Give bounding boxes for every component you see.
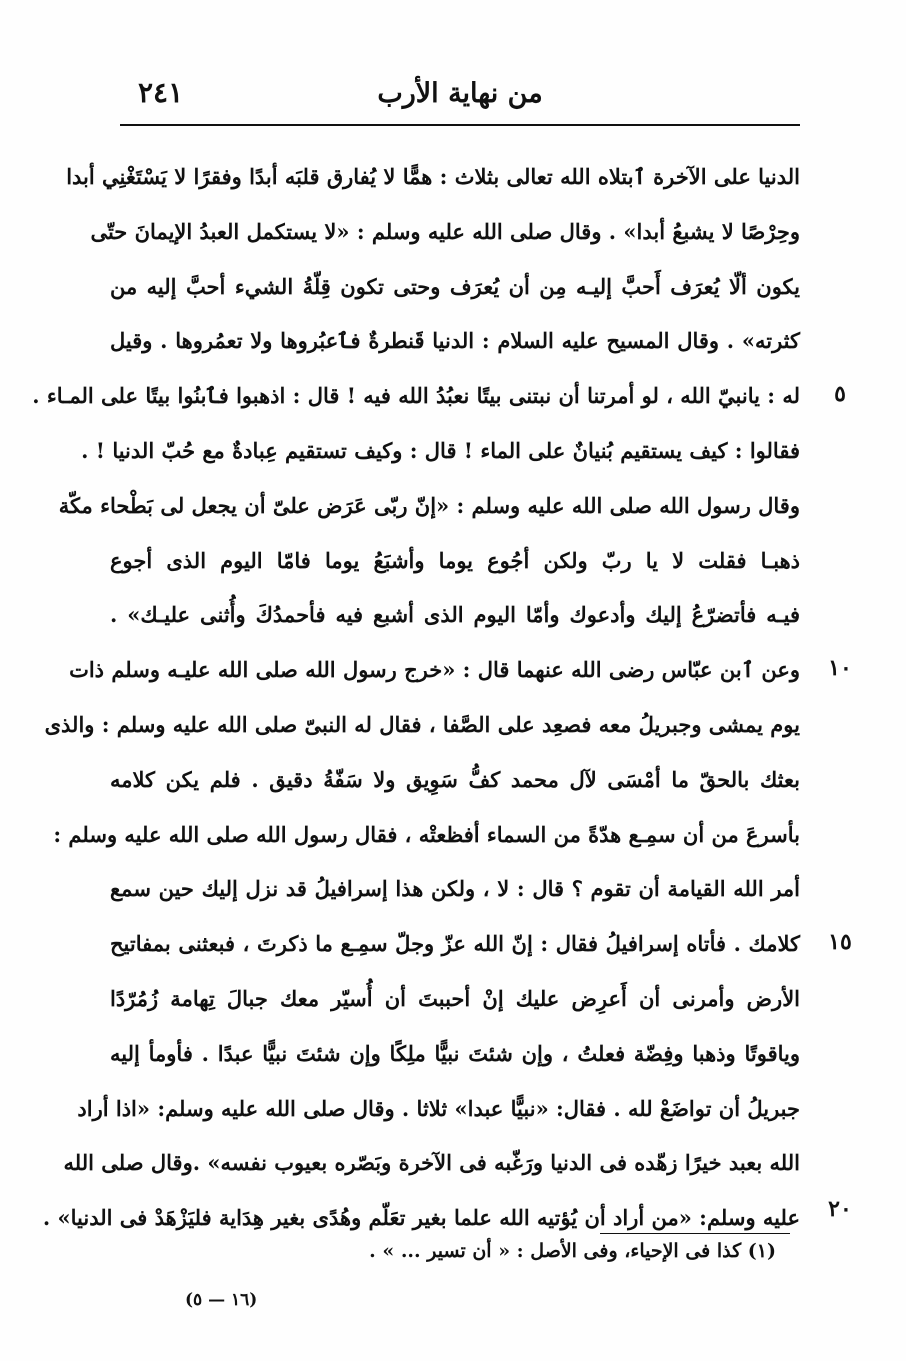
text-line: كلامك . فأتاه إسرافيلُ فقال : إنّ الله عزّ وجلّ سمِـع ما ذكرتَ ، فبعثنى بمفاتيح — [110, 931, 800, 957]
line-number-5: ٥ — [834, 381, 846, 407]
page-header — [120, 72, 800, 122]
text-line: الدنيا على الآخرة ٱبتلاه الله تعالى بثلاث : همًّا لا يُفارق قلبَه أبدًا وفقرًا لا يَسْتَغْنِي أبدا — [66, 164, 800, 189]
text-line: الله بعبد خيرًا زهّده فى الدنيا ورَغّبه فى الآخرة وبَصّره بعيوب نفسه» .وقال صلى الله — [63, 1150, 800, 1176]
header-rule — [120, 124, 800, 126]
text-line: كثرته» . وقال المسيح عليه السلام : الدنيا قَنطرةٌ فٱعبُروها ولا تعمُروها . وقيل — [110, 328, 800, 354]
text-line: وقال رسول الله صلى الله عليه وسلم : «إنّ ربّى عَرَض علىّ أن يجعل لى بَطْحاء مكّة — [58, 492, 800, 518]
main-text — [32, 150, 800, 1246]
text-line: وعن ٱبن عبّاس رضى الله عنهما قال : «خرج رسول الله صلى الله عليـه وسلم ذات — [69, 657, 800, 683]
text-line: أمر الله القيامة أن تقوم ؟ قال : لا ، ولكن هذا إسرافيلُ قد نزل إليك حين سمع — [110, 876, 800, 902]
line-number-10: ١٠ — [828, 655, 852, 681]
page-number: ٢٤١ — [138, 76, 184, 109]
text-line: يوم يمشى وجبريلُ معه فصعِد على الصَّفا ، فقال له النبىّ صلى الله عليه وسلم : والذى — [44, 711, 800, 737]
text-line: وحِرْصًا لا يشبعُ أبدا» . وقال صلى الله عليه وسلم : «لا يستكمل العبدُ الإيمانَ حتّى — [90, 218, 800, 244]
text-line: بعثك بالحقّ ما أمْسَى لآل محمد كفُّ سَوِيق ولا سَفّةُ دقيق . فلم يكن كلامه — [110, 766, 800, 792]
running-title: من نهاية الأرب — [377, 78, 543, 109]
text-line: وياقوتًا وذهبا وفِضّة فعلتُ ، وإن شئتَ نبيًّا ملِكًا وإن شئتَ نبيًّا عبدًا . فأومأ إليه — [110, 1040, 800, 1066]
text-line: عليه وسلم: «من أراد أن يُؤتيه الله علما بغير تعَلّم وهُدًى بغير هِدَاية فليَزْهَدْ فى الدنيا» . — [42, 1205, 800, 1231]
signature-mark: (١٦ — ٥) — [185, 1290, 258, 1310]
text-line: فقالوا : كيف يستقيم بُنيانٌ على الماء ! قال : وكيف تستقيم عِبادةٌ مع حُبّ الدنيا ! . — [81, 437, 800, 463]
footnote: (١) كذا فى الإحياء، وفى الأصل : « أن تسير ... » . — [369, 1240, 776, 1262]
text-line: الأرض وأمرنى أن أَعرِض عليك إنْ أحببتَ أن أُسيّر معك جبالَ تِهامة زُمُرّدًا — [110, 985, 800, 1011]
text-line: ذهبـا فقلت لا يا ربّ ولكن أجُوع يوما وأشبَعُ يوما فامّا اليوم الذى أجوع — [110, 547, 800, 573]
line-number-15: ١٥ — [828, 929, 852, 955]
line-number-20: ٢٠ — [828, 1196, 852, 1222]
text-line: له : يانبيّ الله ، لو أمرتنا أن نبتنى بيتًا نعبُدُ الله فيه ! قال : اذهبوا فٱبنُوا بيتًا على المـاء . — [32, 383, 800, 409]
text-line: يكون ألّا يُعرَف أَحبَّ إليـه مِن أن يُعرَف وحتى تكون قِلّةُ الشيء أحبَّ إليه من — [110, 273, 800, 299]
text-line: فيـه فأتضرّعُ إليك وأدعوك وأمّا اليوم الذى أشبع فيه فأحمدُكَ وأُثنى عليـك» . — [110, 602, 800, 628]
footnote-rule — [600, 1233, 790, 1234]
text-line: بأسرعَ من أن سمِـع هدّةً من السماء أفظعتْه ، فقال رسول الله صلى الله عليه وسلم : — [53, 821, 800, 847]
text-line: جبريلُ أن تواضَعْ لله . فقال: «نبيًّا عبدا» ثلاثا . وقال صلى الله عليه وسلم: «اذا أراد — [77, 1095, 800, 1121]
